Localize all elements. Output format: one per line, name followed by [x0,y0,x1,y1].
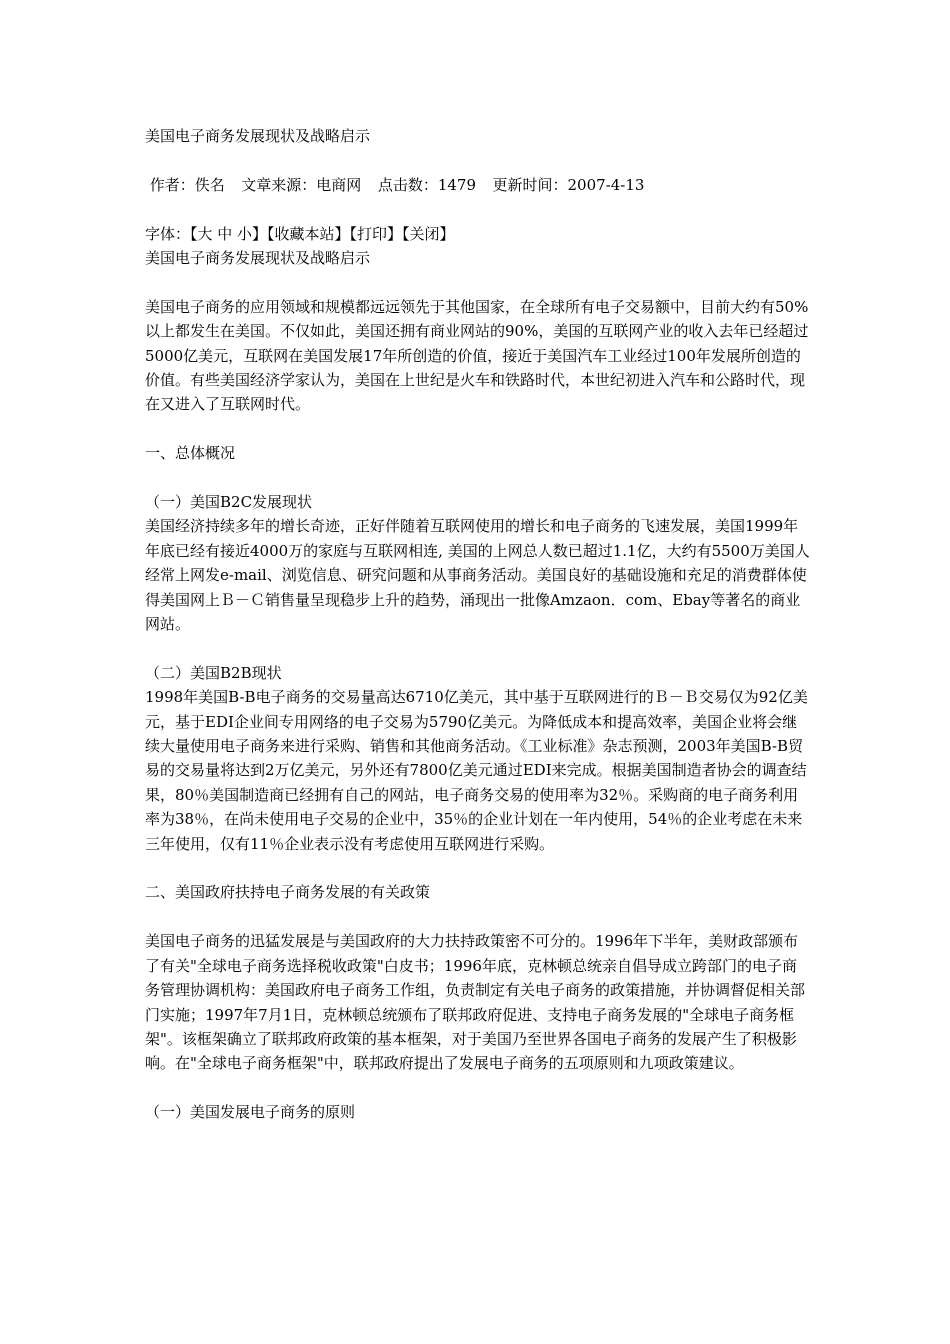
body-paragraph: 美国经济持续多年的增长奇迹，正好伴随着互联网使用的增长和电子商务的飞速发展，美国1999年年底已经有接近4000万的家庭与互联网相连, 美国的上网总人数已超过1.1亿，大约有5500万美国人经常上网发e-mail、浏览信息、研究问题和从事商务活动。美国良好的基础设施和充足的消费群体使得美国网上Ｂ－Ｃ销售量呈现稳步上升的趋势，涌现出一批像Amzaon．com、Ebay等著名的商业网站。 [145,517,810,634]
meta-clicks: 点击数：1479 [377,175,476,194]
article-title-repeat: 美国电子商务发展现状及战略启示 [145,249,371,267]
subsection-heading: （一）美国发展电子商务的原则 [145,1103,356,1122]
meta-author: 作者：佚名 [149,175,225,194]
font-size-toolbar[interactable]: 字体：【大 中 小】【收藏本站】【打印】【关闭】 [145,224,455,243]
section-heading: 一、总体概况 [145,444,236,463]
article-title: 美国电子商务发展现状及战略启示 [145,127,371,145]
body-paragraph: 美国电子商务的迅猛发展是与美国政府的大力扶持政策密不可分的。1996年下半年，美财政部颁布了有关"全球电子商务选择税收政策"白皮书；1996年底，克林顿总统亲自倡导成立跨部门的电子商务管理协调机构：美国政府电子商务工作组，负责制定有关电子商务的政策措施，并协调督促相关部门实施；1997年7月1日，克林顿总统颁布了联邦政府促进、支持电子商务发展的"全球电子商务框架"。该框架确立了联邦政府政策的基本框架，对于美国乃至世界各国电子商务的发展产生了积极影响。在"全球电子商务框架"中，联邦政府提出了发展电子商务的五项原则和九项政策建议。 [145,932,806,1073]
intro-paragraph: 美国电子商务的应用领域和规模都远远领先于其他国家，在全球所有电子交易额中，目前大约有50%以上都发生在美国。不仅如此，美国还拥有商业网站的90%，美国的互联网产业的收入去年已经超过5000亿美元，互联网在美国发展17年所创造的价值，接近于美国汽车工业经过100年发展所创造的价值。有些美国经济学家认为，美国在上世纪是火车和铁路时代，本世纪初进入汽车和公路时代，现在又进入了互联网时代。 [145,297,809,414]
meta-source: 文章来源：电商网 [241,175,362,194]
meta-updated: 更新时间：2007-4-13 [492,175,645,194]
subsection-heading: （一）美国B2C发展现状 [145,493,313,512]
body-paragraph: 1998年美国B-B电子商务的交易量高达6710亿美元，其中基于互联网进行的Ｂ－Ｂ交易仅为92亿美元，基于EDI企业间专用网络的电子交易为5790亿美元。为降低成本和提高效率，美国企业将会继续大量使用电子商务来进行采购、销售和其他商务活动。《工业标准》杂志预测，2003年美国B-B贸易的交易量将达到2万亿美元，另外还有7800亿美元通过EDI来完成。根据美国制造者协会的调查结果，80％美国制造商已经拥有自己的网站，电子商务交易的使用率为32％。采购商的电子商务利用率为38％，在尚未使用电子交易的企业中，35％的企业计划在一年内使用，54％的企业考虑在未来三年使用，仅有11％企业表示没有考虑使用互联网进行采购。 [145,688,808,853]
article-meta [145,173,810,197]
subsection-heading: （二）美国B2B现状 [145,663,282,682]
article [145,124,810,1125]
section-heading: 二、美国政府扶持电子商务发展的有关政策 [145,883,431,902]
